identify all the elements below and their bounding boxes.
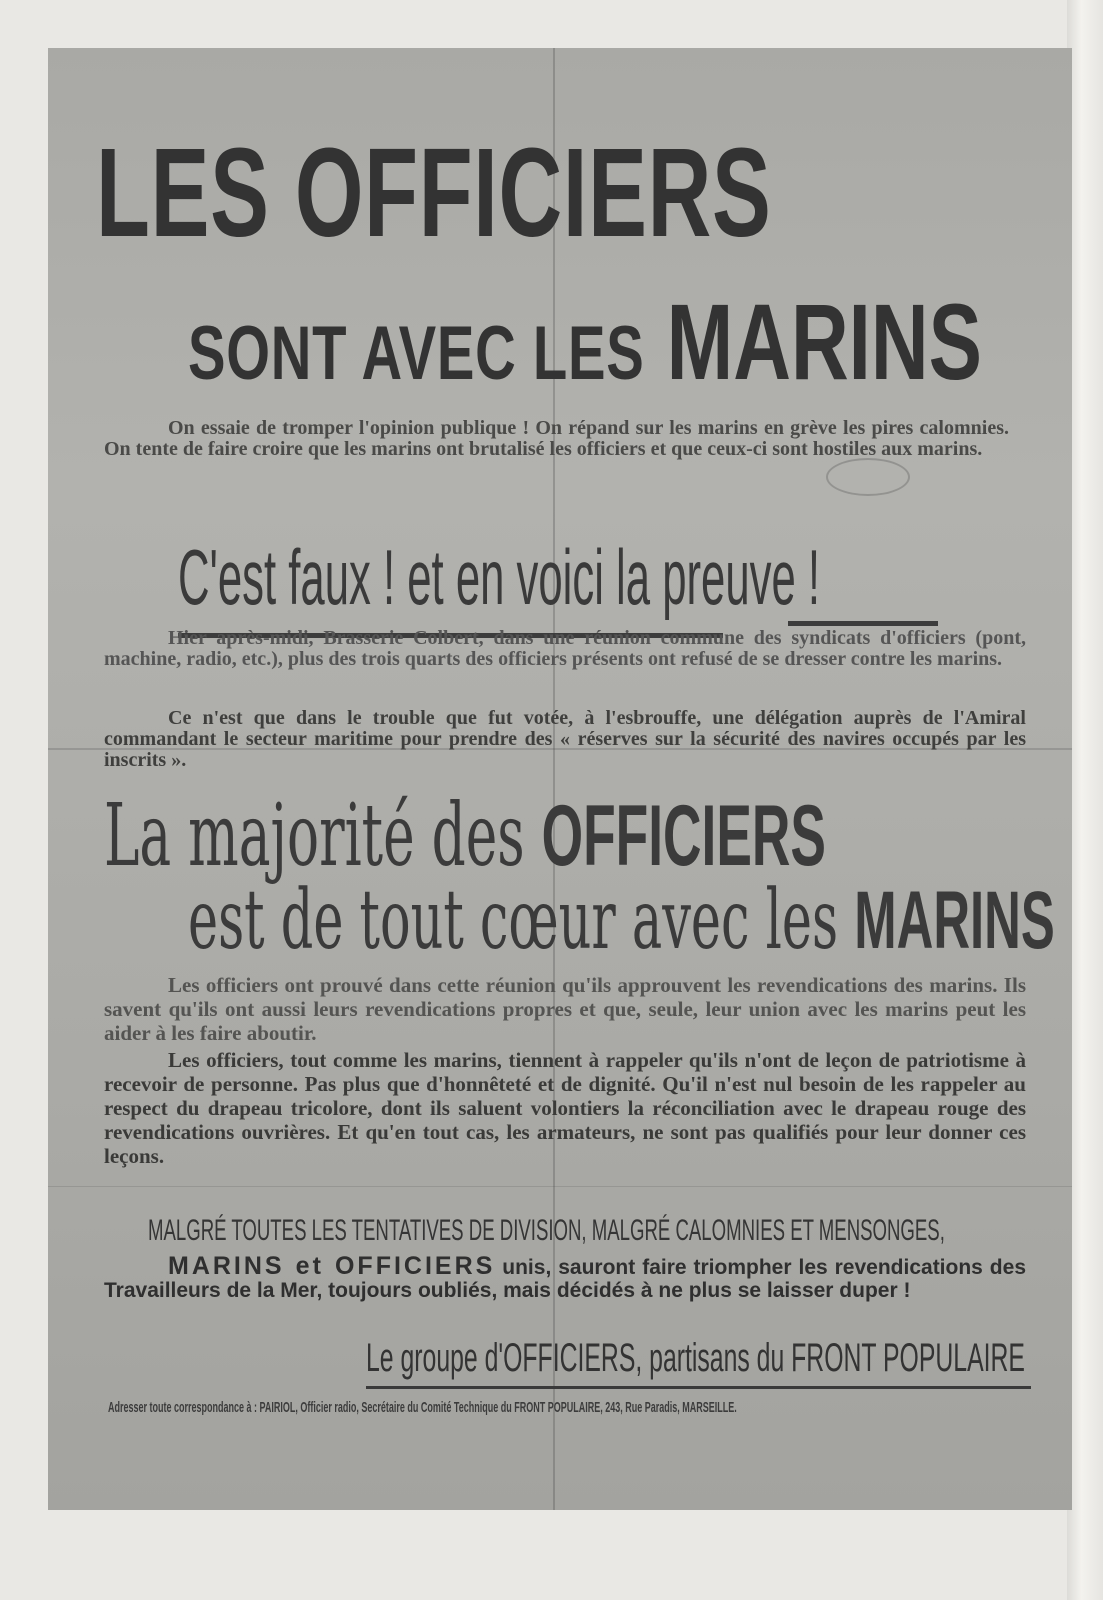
majority-headline [104, 786, 826, 886]
proof-paragraph: Les officiers ont prouvé dans cette réunion qu'ils approuvent les revendications des marins. Ils savent qu'ils ont aussi leurs revendications propres et que, seule, leur union avec les marins peut les aider à les faire aboutir. [104, 973, 1026, 1045]
heart-headline [188, 873, 1055, 968]
signature: Le groupe d'OFFICIERS, partisans du FRONT POPULAIRE [366, 1336, 1025, 1380]
united-paragraph [104, 1252, 1026, 1302]
heart-emphasis: MARINS [854, 875, 1055, 966]
poster-photograph [48, 48, 1072, 1510]
meeting-paragraph: Hier après-midi, Brasserie Colbert, dans une réunion commune des syndicats d'officiers (pont, machine, radio, etc.), plus des trois quarts des officiers présents ont refusé de se dresser contre les marins. [104, 627, 1026, 670]
patriotism-paragraph: Les officiers, tout comme les marins, tiennent à rappeler qu'ils n'ont de leçon de patriotisme à recevoir de personne. Pas plus que d'honnêteté et de dignité. Qu'il n'est nul besoin de les rappeler au respect du drapeau tricolore, dont ils saluent volontiers la réconciliation avec le drapeau rouge des revendications ouvrières. Et qu'en tout cas, les armateurs, ne sont pas qualifiés pour leur donner ces leçons. [104, 1048, 1026, 1168]
signature-underline [366, 1386, 1031, 1389]
despite-line: MALGRÉ TOUTES LES TENTATIVES DE DIVISION, MALGRÉ CALOMNIES ET MENSONGES, [148, 1214, 945, 1247]
poster-title-line2 [188, 281, 982, 402]
title-line2-emphasis: MARINS [666, 281, 982, 402]
heart-prefix: est de tout cœur avec les [188, 873, 839, 968]
headline-underline-right [788, 621, 938, 626]
proof-headline: C'est faux ! et en voici la preuve ! [178, 533, 821, 621]
title-line2-prefix: SONT AVEC LES [188, 311, 645, 396]
intro-paragraph: On essaie de tromper l'opinion publique ! On répand sur les marins en grève les pires calomnies. On tente de faire croire que les marins ont brutalisé les officiers et que ceux-ci sont hostiles aux marins. [104, 417, 1009, 460]
majority-emphasis: OFFICIERS [541, 788, 826, 884]
united-big: MARINS et OFFICIERS [168, 1252, 496, 1280]
book-page-edge [1067, 0, 1103, 1600]
delegation-paragraph: Ce n'est que dans le trouble que fut votée, à l'esbrouffe, une délégation auprès de l'Amiral commandant le secteur maritime pour prendre des « réserves sur la sécurité des navires occupés par les inscrits ». [104, 707, 1026, 771]
address-line: Adresser toute correspondance à : PAIRIOL, Officier radio, Secrétaire du Comité Technique du FRONT POPULAIRE, 243, Rue Paradis, MARSEILLE. [108, 1399, 737, 1416]
majority-prefix: La majorité des [104, 786, 525, 886]
poster-fold-horizontal-lower [48, 1186, 1072, 1187]
united-rest: unis, sauront faire triompher les revendications des Travailleurs de la Mer, toujours oubliés, mais décidés à ne plus se laisser duper ! [104, 1256, 1026, 1302]
poster-title-line1: LES OFFICIERS [96, 122, 772, 263]
library-stamp [826, 458, 910, 496]
